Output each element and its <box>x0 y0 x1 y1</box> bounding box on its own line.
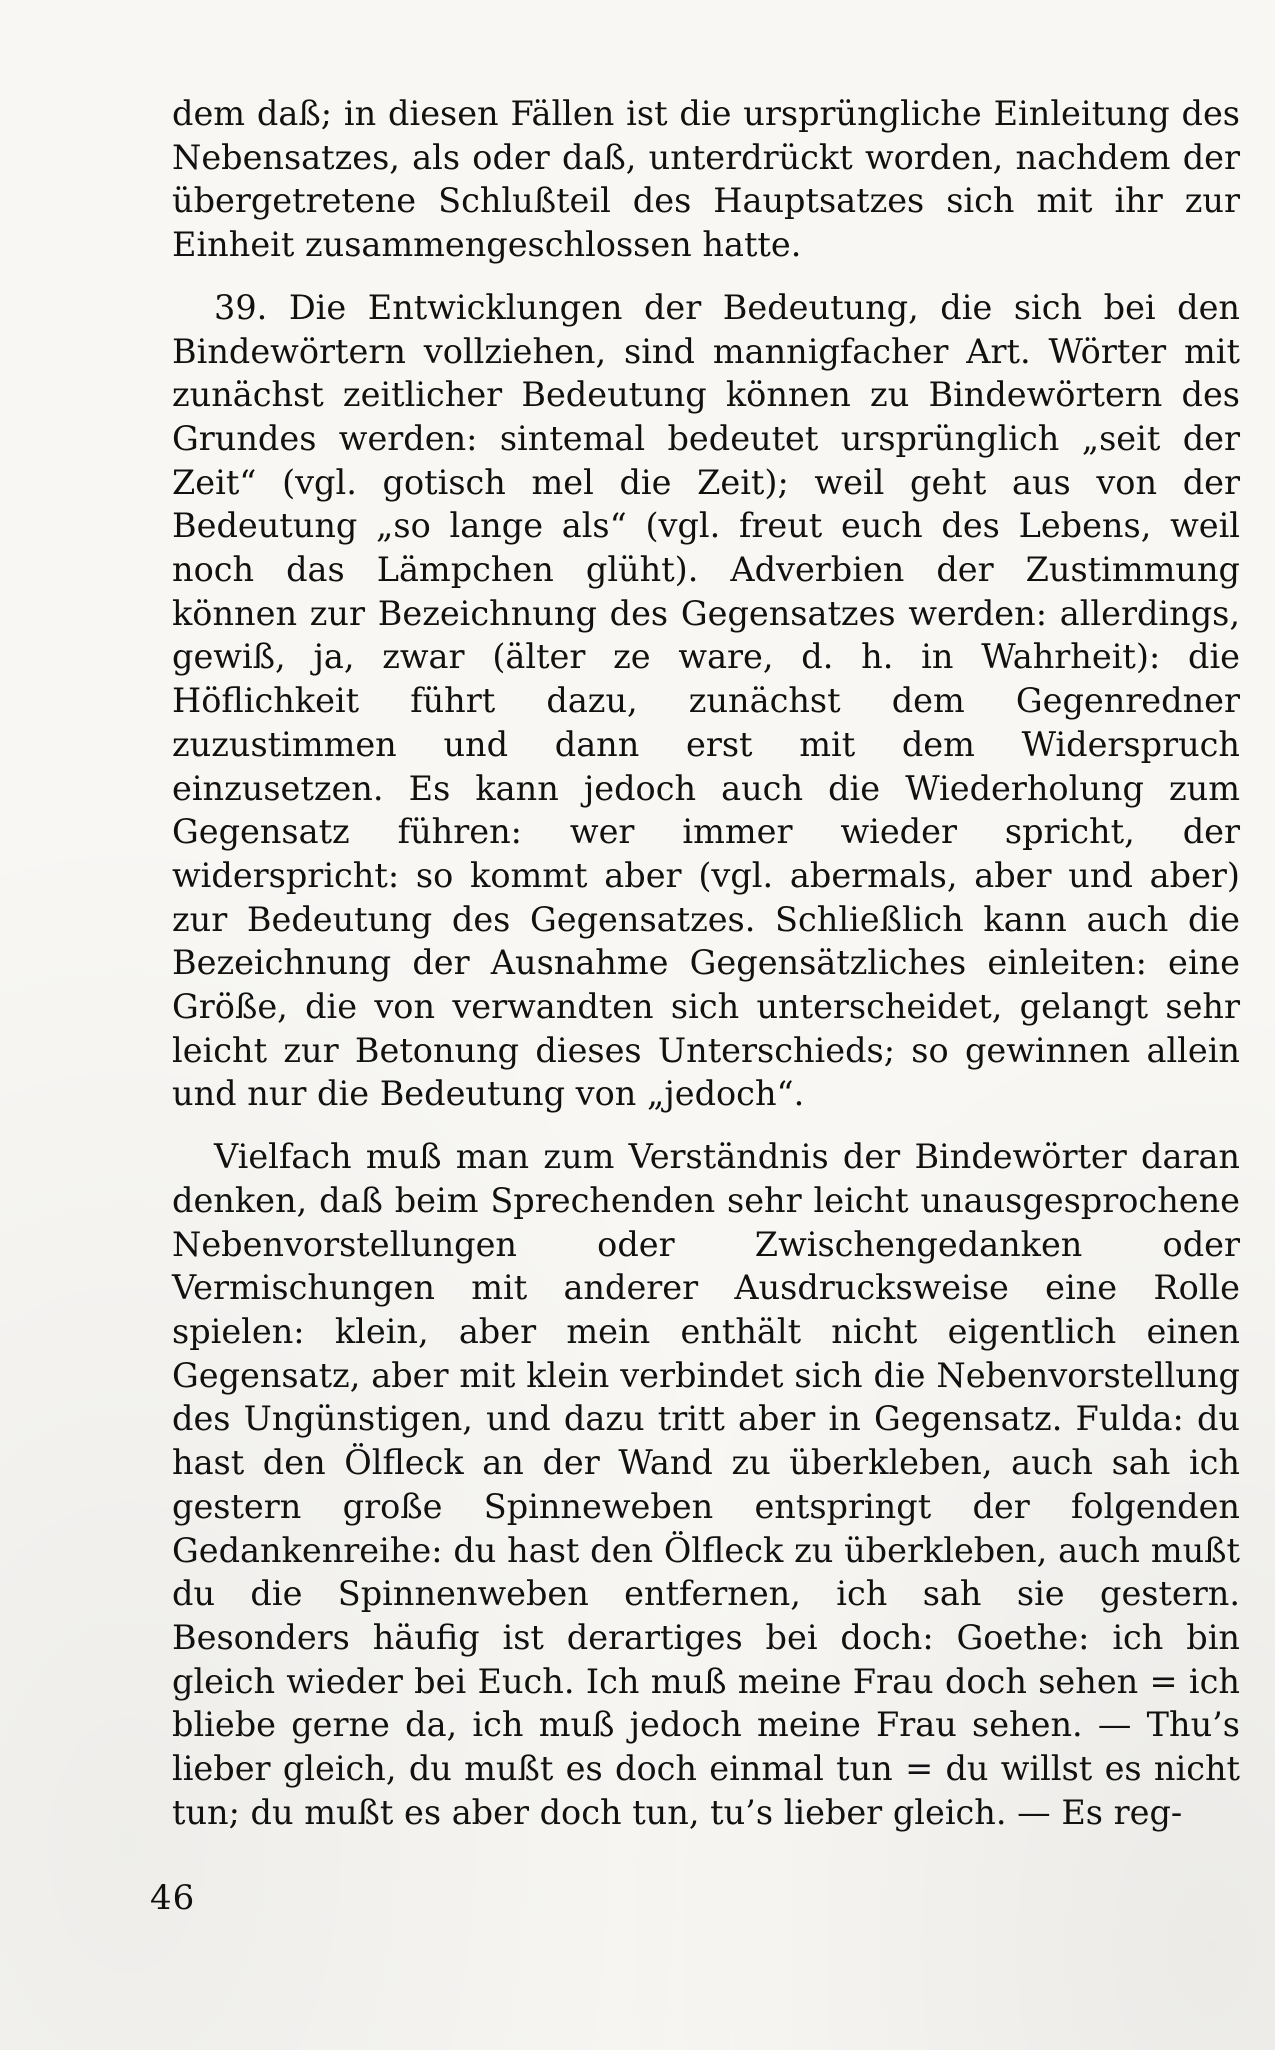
paragraph-continuation: dem daß; in diesen Fällen ist die ursprüngliche Einleitung des Nebensatzes, als oder daß, unterdrückt worden, nachdem der übergetretene Schlußteil des Hauptsatzes sich mit ihr zur Einheit zusammengeschlossen hatte. <box>172 94 1240 265</box>
page-number: 46 <box>150 1878 196 1918</box>
paragraph-section-39: 39. Die Entwicklungen der Bedeutung, die sich bei den Bindewörtern vollziehen, sind mannigfacher Art. Wörter mit zunächst zeitlicher Bedeutung können zu Bindewörtern des Grundes werden: sintemal bedeutet ursprünglich „seit der Zeit“ (vgl. gotisch mel die Zeit); weil geht aus von der Bedeutung „so lange als“ (vgl. freut euch des Lebens, weil noch das Lämpchen glüht). Adverbien der Zustimmung können zur Bezeichnung des Gegensatzes werden: allerdings, gewiß, ja, zwar (älter ze ware, d. h. in Wahrheit): die Höflichkeit führt dazu, zunächst dem Gegenredner zuzustimmen und dann erst mit dem Widerspruch einzusetzen. Es kann jedoch auch die Wiederholung zum Gegensatz führen: wer immer wieder spricht, der widerspricht: so kommt aber (vgl. abermals, aber und aber) zur Bedeutung des Gegensatzes. Schließlich kann auch die Bezeichnung der Ausnahme Gegensätzliches einleiten: eine Größe, die von verwandten sich unterscheidet, gelangt sehr leicht zur Betonung dieses Unterschieds; so gewinnen allein und nur die Bedeutung von „jedoch“. <box>172 287 1240 1114</box>
body-text <box>172 92 1240 1834</box>
paragraph-vielfach: Vielfach muß man zum Verständnis der Bindewörter daran denken, daß beim Sprechenden sehr leicht unausgesprochene Nebenvorstellungen oder Zwischengedanken oder Vermischungen mit anderer Ausdrucksweise eine Rolle spielen: klein, aber mein enthält nicht eigentlich einen Gegensatz, aber mit klein verbindet sich die Nebenvorstellung des Ungünstigen, und dazu tritt aber in Gegensatz. Fulda: du hast den Ölfleck an der Wand zu überkleben, auch sah ich gestern große Spinneweben entspringt der folgenden Gedankenreihe: du hast den Ölfleck zu überkleben, auch mußt du die Spinnenweben entfernen, ich sah sie gestern. Besonders häufig ist derartiges bei doch: Goethe: ich bin gleich wieder bei Euch. Ich muß meine Frau doch sehen = ich bliebe gerne da, ich muß jedoch meine Frau sehen. — Thu’s lieber gleich, du mußt es doch einmal tun = du willst es nicht tun; du mußt es aber doch tun, tu’s lieber gleich. — Es reg- <box>172 1137 1240 1832</box>
